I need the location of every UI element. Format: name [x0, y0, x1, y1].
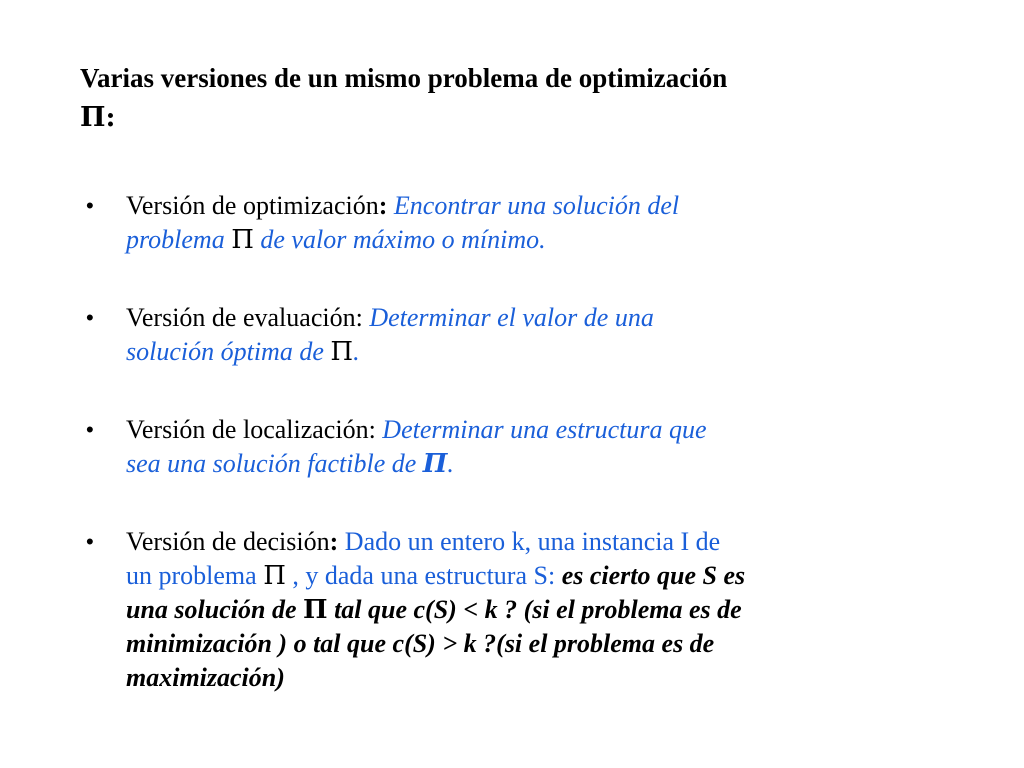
pi-symbol: Π: [231, 225, 254, 255]
bullet-item-decision: [86, 525, 956, 695]
bullet-line: [126, 525, 956, 559]
bullet-description: un problema: [126, 561, 264, 590]
pi-symbol: Π: [263, 561, 286, 591]
bullet-line: [126, 223, 956, 257]
bullet-colon: :: [329, 527, 339, 556]
bullet-description: sea una solución factible de: [126, 449, 423, 478]
bullet-list: [86, 189, 956, 695]
pi-symbol: Π: [303, 595, 328, 625]
bullet-line: [126, 413, 956, 447]
bullet-description: Determinar el valor de una: [369, 303, 654, 332]
pi-symbol: Π: [422, 449, 448, 479]
bullet-description: , y dada una estructura S:: [285, 561, 556, 590]
bullet-dot: •: [86, 417, 94, 442]
decision-question: maximización): [126, 663, 285, 692]
bullet-dot: •: [86, 305, 94, 330]
bullet-line: [126, 661, 956, 695]
bullet-description: .: [447, 449, 454, 478]
bullet-description: Dado un entero k, una instancia I de: [344, 527, 721, 556]
pi-symbol: Π: [330, 337, 354, 367]
bullet-line: [126, 301, 956, 335]
bullet-item-evaluation: [86, 301, 956, 369]
bullet-label: Versión de localización:: [126, 415, 376, 444]
bullet-description: .: [353, 337, 360, 366]
bullet-description: Encontrar una solución del: [393, 191, 680, 220]
bullet-label: Versión de optimización: [126, 191, 379, 220]
bullet-line: [126, 189, 956, 223]
bullet-description: problema: [126, 225, 232, 254]
bullet-description: solución óptima de: [126, 337, 331, 366]
bullet-line: [126, 335, 956, 369]
title-line-2: Π:: [80, 102, 116, 133]
bullet-label: Versión de evaluación:: [126, 303, 363, 332]
slide-title: [80, 58, 960, 138]
decision-question: una solución de: [126, 595, 303, 624]
bullet-dot: •: [86, 529, 94, 554]
decision-question: es cierto que S es: [561, 561, 746, 590]
bullet-dot: •: [86, 193, 94, 218]
bullet-item-localization: [86, 413, 956, 481]
title-line-1: Varias versiones de un mismo problema de optimización: [80, 63, 728, 93]
bullet-label: Versión de decisión: [126, 527, 330, 556]
decision-question: minimización ) o tal que c(S) > k ?(si el problema es de: [126, 629, 715, 658]
bullet-line: [126, 559, 956, 593]
decision-question: tal que c(S) < k ? (si el problema es de: [327, 595, 742, 624]
bullet-description: de valor máximo o mínimo.: [253, 225, 546, 254]
bullet-item-optimization: [86, 189, 956, 257]
bullet-description: Determinar una estructura que: [382, 415, 707, 444]
bullet-line: [126, 593, 956, 627]
bullet-line: [126, 447, 956, 481]
bullet-line: [126, 627, 956, 661]
bullet-colon: :: [378, 191, 388, 220]
